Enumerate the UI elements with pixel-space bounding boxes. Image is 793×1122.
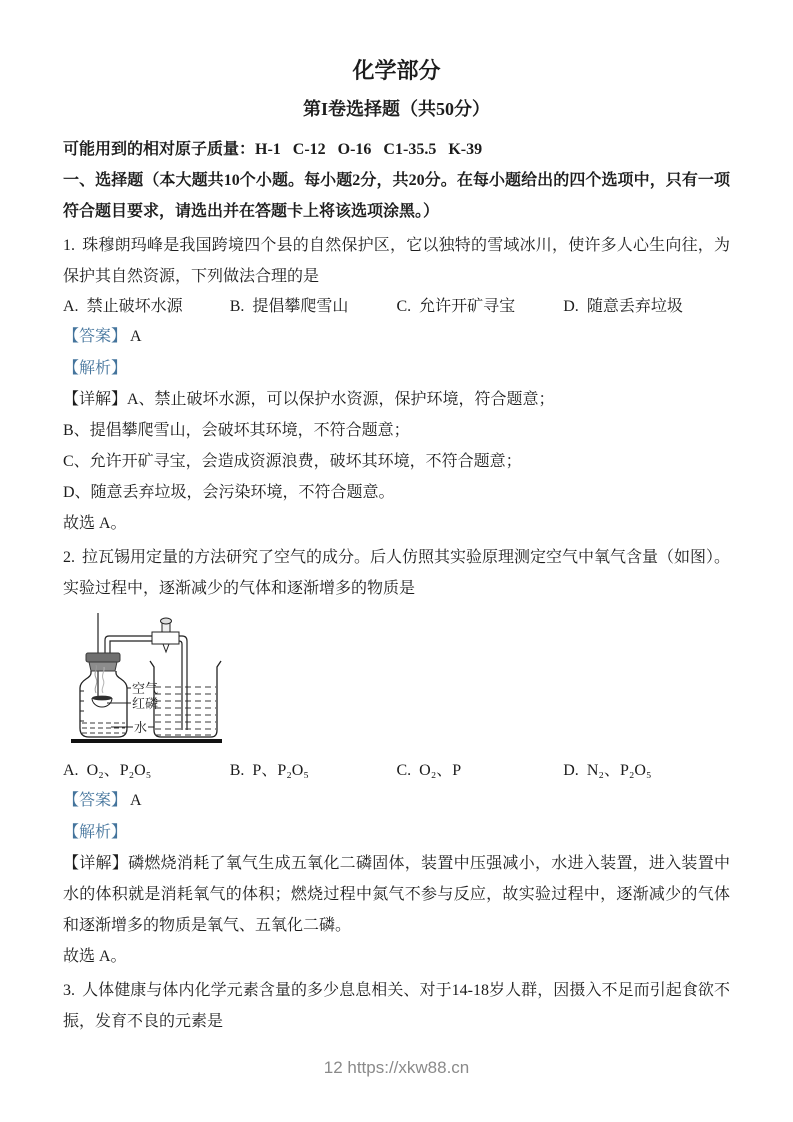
table-base-line — [71, 739, 222, 743]
question-2-answer-line — [63, 785, 730, 816]
question-2-option-b — [230, 757, 397, 780]
option-label: D. — [563, 298, 579, 315]
question-1-explanation-line: 【详解】A、禁止破坏水源，可以保护水资源，保护环境，符合题意； — [63, 391, 555, 408]
question-1-stem-text: 珠穆朗玛峰是我国跨境四个县的自然保护区，它以独特的雪域冰川，使许多人心生向往，为保护其自然资源，下列做法合理的是 — [63, 237, 730, 285]
question-2-option-c — [397, 757, 564, 780]
question-1-explanation-line: B、提倡攀爬雪山，会破坏其环境，不符合题意； — [63, 422, 410, 439]
question-1-conclusion-line: 故选 A。 — [63, 515, 127, 532]
option-label: B. — [229, 298, 245, 315]
option-text: 随意丢弃垃圾 — [586, 298, 683, 315]
question-1-option-d — [563, 293, 730, 316]
question-1-explanation-line: D、随意丢弃垃圾，会污染环境，不符合题意。 — [63, 484, 395, 501]
stopcock-valve — [152, 618, 179, 652]
question-1 — [63, 230, 730, 539]
option-label: C. — [396, 298, 412, 315]
answer-tag: 【答案】 — [63, 792, 128, 809]
option-label: B. — [229, 762, 245, 779]
question-1-analysis-line — [63, 353, 730, 384]
question-2-number: 2. — [63, 549, 75, 566]
combustion-spoon — [92, 696, 112, 707]
option-label: A. — [63, 298, 79, 315]
air-label: 空气 — [132, 681, 159, 696]
footer-watermark: 12 https://xkw88.cn — [323, 1058, 470, 1077]
question-1-explanation-line: C、允许开矿寻宝，会造成资源浪费，破坏其环境，不符合题意； — [63, 453, 522, 470]
red-phosphorus-label: 红磷 — [132, 696, 159, 711]
option-label: C. — [396, 762, 412, 779]
question-2-analysis-line — [63, 817, 730, 848]
option-text: O₂、P — [419, 762, 462, 779]
option-text: O₂、P₂O₅ — [86, 762, 152, 779]
question-2-diagram — [65, 609, 730, 751]
question-2 — [63, 542, 730, 972]
option-text: N₂、P₂O₅ — [586, 762, 652, 779]
answer-value: A — [130, 328, 142, 345]
question-1-number: 1. — [63, 237, 75, 254]
beaker-water — [155, 687, 216, 735]
answer-tag: 【答案】 — [63, 328, 128, 345]
water-label: 水 — [134, 720, 148, 735]
question-2-stem — [63, 542, 730, 604]
option-label: D. — [563, 762, 579, 779]
bottle-stopper — [86, 653, 120, 671]
paper-section-subtitle: 第I卷选择题（共50分） — [302, 99, 490, 119]
question-1-option-b — [230, 293, 397, 316]
question-2-option-a — [63, 757, 230, 780]
question-1-answer-line — [63, 321, 730, 352]
experiment-apparatus-diagram — [65, 609, 235, 749]
question-1-stem — [63, 230, 730, 292]
option-text: P、P₂O₅ — [252, 762, 309, 779]
beaker-outline — [150, 661, 221, 737]
question-2-explanation-line: 【详解】磷燃烧消耗了氧气生成五氧化二磷固体，装置中压强减小，水进入装置，进入装置中水的体积就是消耗氧气的体积；燃烧过程中氮气不参与反应，故实验过程中，逐渐减少的气体和逐渐增多的物质是氧气、五氧化二磷。 — [63, 855, 730, 934]
answer-value: A — [130, 792, 142, 809]
question-3-stem — [63, 975, 730, 1037]
analysis-tag: 【解析】 — [63, 360, 128, 377]
option-text: 允许开矿寻宝 — [419, 298, 516, 315]
atomic-mass-note: 可能用到的相对原子质量：H-1 C-12 O-16 C1-35.5 K-39 — [63, 141, 483, 158]
question-3 — [63, 975, 730, 1037]
question-2-options — [63, 757, 730, 780]
question-2-stem-text: 拉瓦锡用定量的方法研究了空气的成分。后人仿照其实验原理测定空气中氧气含量（如图）。实验过程中，逐渐减少的气体和逐渐增多的物质是 — [63, 549, 731, 597]
option-text: 提倡攀爬雪山 — [252, 298, 349, 315]
question-3-number: 3. — [63, 982, 75, 999]
question-1-option-a — [63, 293, 230, 316]
page-title: 化学部分 — [352, 58, 441, 83]
bottle-water — [82, 723, 125, 733]
question-1-options — [63, 293, 730, 316]
question-1-option-c — [397, 293, 564, 316]
section-heading: 一、选择题（本大题共10个小题。每小题2分，共20分。在每小题给出的四个选项中，只有一项符合题目要求，请选出并在答题卡上将该选项涂黑。） — [63, 172, 730, 220]
option-text: 禁止破坏水源 — [86, 298, 183, 315]
analysis-tag: 【解析】 — [63, 824, 128, 841]
question-2-conclusion-line: 故选 A。 — [63, 948, 127, 965]
question-3-stem-text: 人体健康与体内化学元素含量的多少息息相关、对于14-18岁人群，因摄入不足而引起食欲不振，发育不良的元素是 — [63, 982, 730, 1030]
option-label: A. — [63, 762, 79, 779]
question-2-option-d — [563, 757, 730, 780]
